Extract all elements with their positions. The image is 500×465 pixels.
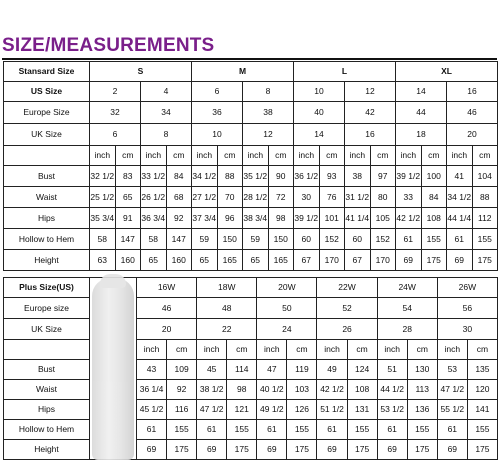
europe-size-cell: 32 xyxy=(90,102,141,124)
std-size-s: S xyxy=(90,62,192,82)
measurement-cell: 67 xyxy=(345,250,371,271)
measurement-cell: 152 xyxy=(319,229,345,250)
uk-size-label: UK Size xyxy=(4,319,90,340)
measurement-cell: 42 1/2 xyxy=(396,208,422,229)
unit-header-cell: inch xyxy=(437,340,467,360)
measurement-cell: 34 1/2 xyxy=(192,166,218,187)
measurement-cell: 114 xyxy=(227,360,257,380)
std-size-xl: XL xyxy=(396,62,498,82)
uk-size-cell: 28 xyxy=(377,319,437,340)
measurement-cell: 30 xyxy=(294,187,320,208)
measurement-cell: 160 xyxy=(115,250,141,271)
measurement-cell: 65 xyxy=(115,187,141,208)
measurement-cell: 155 xyxy=(167,420,197,440)
standard-size-table xyxy=(3,61,498,271)
measurement-label: Waist xyxy=(4,187,90,208)
page-title: SIZE/MEASUREMENTS xyxy=(2,35,215,56)
table-row xyxy=(4,187,498,208)
measurement-cell: 36 1/2 xyxy=(294,166,320,187)
measurement-cell: 155 xyxy=(421,229,447,250)
measurement-cell: 61 xyxy=(447,229,473,250)
table-row xyxy=(4,166,498,187)
measurement-cell: 31 1/2 xyxy=(345,187,371,208)
measurement-cell: 98 xyxy=(227,380,257,400)
europe-size-cell: 38 xyxy=(243,102,294,124)
dress-mannequin-image xyxy=(92,278,134,460)
std-size-l: L xyxy=(294,62,396,82)
measurement-cell: 175 xyxy=(467,440,497,460)
measurement-cell: 112 xyxy=(472,208,498,229)
measurement-label: Height xyxy=(4,440,90,460)
table-row xyxy=(4,400,498,420)
plus-size-cell: 16W xyxy=(137,278,197,298)
unit-header-cell: cm xyxy=(115,146,141,166)
measurement-cell: 35 3/4 xyxy=(90,208,116,229)
measurement-cell: 100 xyxy=(421,166,447,187)
table-row xyxy=(4,208,498,229)
measurement-label: Hollow to Hem xyxy=(4,229,90,250)
unit-header-cell: inch xyxy=(243,146,269,166)
measurement-cell: 150 xyxy=(217,229,243,250)
measurement-cell: 131 xyxy=(347,400,377,420)
measurement-cell: 33 1/2 xyxy=(141,166,167,187)
measurement-cell: 108 xyxy=(421,208,447,229)
table-row xyxy=(4,360,498,380)
measurement-cell: 88 xyxy=(472,187,498,208)
uk-size-cell: 6 xyxy=(90,124,141,146)
europe-size-cell: 40 xyxy=(294,102,345,124)
measurement-cell: 63 xyxy=(90,250,116,271)
unit-header-cell: cm xyxy=(166,146,192,166)
uk-size-label: UK Size xyxy=(4,124,90,146)
measurement-cell: 47 xyxy=(257,360,287,380)
uk-size-cell: 10 xyxy=(192,124,243,146)
unit-header-cell: inch xyxy=(257,340,287,360)
unit-header-cell: cm xyxy=(167,340,197,360)
measurement-cell: 42 1/2 xyxy=(317,380,347,400)
measurement-cell: 150 xyxy=(268,229,294,250)
measurement-cell: 175 xyxy=(347,440,377,460)
unit-header-cell: cm xyxy=(227,340,257,360)
measurement-cell: 59 xyxy=(192,229,218,250)
uk-size-cell: 18 xyxy=(396,124,447,146)
measurement-cell: 120 xyxy=(467,380,497,400)
unit-header-cell: cm xyxy=(268,146,294,166)
measurement-cell: 40 1/2 xyxy=(257,380,287,400)
us-size-cell: 14 xyxy=(396,82,447,102)
us-size-cell: 4 xyxy=(141,82,192,102)
measurement-cell: 152 xyxy=(370,229,396,250)
unit-row-blank xyxy=(4,340,90,360)
measurement-cell: 72 xyxy=(268,187,294,208)
measurement-cell: 92 xyxy=(167,380,197,400)
measurement-cell: 170 xyxy=(319,250,345,271)
unit-header-cell: inch xyxy=(377,340,407,360)
measurement-cell: 25 1/2 xyxy=(90,187,116,208)
plus-size-cell: 20W xyxy=(257,278,317,298)
unit-header-cell: cm xyxy=(370,146,396,166)
plus-size-cell: 18W xyxy=(197,278,257,298)
unit-header-cell: inch xyxy=(197,340,227,360)
measurement-cell: 60 xyxy=(345,229,371,250)
measurement-cell: 124 xyxy=(347,360,377,380)
measurement-cell: 67 xyxy=(294,250,320,271)
measurement-cell: 69 xyxy=(396,250,422,271)
unit-header-cell: cm xyxy=(287,340,317,360)
measurement-cell: 61 xyxy=(317,420,347,440)
measurement-cell: 104 xyxy=(472,166,498,187)
measurement-cell: 59 xyxy=(243,229,269,250)
measurement-cell: 65 xyxy=(192,250,218,271)
plus-size-label: Plus Size(US) xyxy=(4,278,90,298)
measurement-cell: 65 xyxy=(141,250,167,271)
unit-header-cell: cm xyxy=(472,146,498,166)
measurement-cell: 135 xyxy=(467,360,497,380)
measurement-cell: 69 xyxy=(437,440,467,460)
measurement-cell: 55 1/2 xyxy=(437,400,467,420)
measurement-cell: 92 xyxy=(166,208,192,229)
unit-header-cell: inch xyxy=(192,146,218,166)
europe-size-cell: 36 xyxy=(192,102,243,124)
europe-size-label: Europe Size xyxy=(4,102,90,124)
unit-header-cell: cm xyxy=(217,146,243,166)
measurement-cell: 43 xyxy=(137,360,167,380)
table-row xyxy=(4,440,498,460)
table-row xyxy=(4,229,498,250)
measurement-label: Hollow to Hem xyxy=(4,420,90,440)
table-row xyxy=(4,420,498,440)
measurement-cell: 26 1/2 xyxy=(141,187,167,208)
measurement-cell: 175 xyxy=(167,440,197,460)
measurement-cell: 39 1/2 xyxy=(294,208,320,229)
measurement-cell: 121 xyxy=(227,400,257,420)
unit-header-cell: inch xyxy=(447,146,473,166)
measurement-cell: 147 xyxy=(115,229,141,250)
measurement-cell: 93 xyxy=(319,166,345,187)
measurement-cell: 28 1/2 xyxy=(243,187,269,208)
measurement-cell: 88 xyxy=(217,166,243,187)
uk-size-cell: 16 xyxy=(345,124,396,146)
measurement-cell: 44 1/2 xyxy=(377,380,407,400)
measurement-cell: 41 xyxy=(447,166,473,187)
measurement-cell: 36 3/4 xyxy=(141,208,167,229)
measurement-cell: 61 xyxy=(257,420,287,440)
measurement-cell: 130 xyxy=(407,360,437,380)
measurement-cell: 61 xyxy=(137,420,167,440)
measurement-cell: 160 xyxy=(166,250,192,271)
measurement-cell: 84 xyxy=(421,187,447,208)
measurement-cell: 61 xyxy=(197,420,227,440)
measurement-cell: 96 xyxy=(217,208,243,229)
measurement-cell: 165 xyxy=(268,250,294,271)
measurement-cell: 61 xyxy=(377,420,407,440)
measurement-cell: 119 xyxy=(287,360,317,380)
measurement-label: Bust xyxy=(4,166,90,187)
measurement-cell: 141 xyxy=(467,400,497,420)
unit-header-cell: inch xyxy=(345,146,371,166)
measurement-cell: 155 xyxy=(407,420,437,440)
measurement-cell: 155 xyxy=(347,420,377,440)
measurement-cell: 80 xyxy=(370,187,396,208)
measurement-cell: 69 xyxy=(377,440,407,460)
measurement-cell: 69 xyxy=(447,250,473,271)
measurement-cell: 51 xyxy=(377,360,407,380)
us-size-label: US Size xyxy=(4,82,90,102)
measurement-cell: 175 xyxy=(227,440,257,460)
measurement-cell: 69 xyxy=(137,440,167,460)
unit-header-cell: inch xyxy=(396,146,422,166)
measurement-cell: 37 3/4 xyxy=(192,208,218,229)
measurement-cell: 49 xyxy=(317,360,347,380)
unit-header-cell: inch xyxy=(141,146,167,166)
measurement-cell: 68 xyxy=(166,187,192,208)
measurement-cell: 61 xyxy=(396,229,422,250)
measurement-cell: 136 xyxy=(407,400,437,420)
us-size-cell: 16 xyxy=(447,82,498,102)
measurement-cell: 38 1/2 xyxy=(197,380,227,400)
measurement-cell: 108 xyxy=(347,380,377,400)
measurement-cell: 45 1/2 xyxy=(137,400,167,420)
measurement-cell: 126 xyxy=(287,400,317,420)
uk-size-cell: 8 xyxy=(141,124,192,146)
measurement-cell: 103 xyxy=(287,380,317,400)
measurement-cell: 32 1/2 xyxy=(90,166,116,187)
measurement-cell: 58 xyxy=(90,229,116,250)
measurement-cell: 155 xyxy=(227,420,257,440)
measurement-cell: 34 1/2 xyxy=(447,187,473,208)
measurement-cell: 41 1/4 xyxy=(345,208,371,229)
europe-size-cell: 54 xyxy=(377,298,437,319)
europe-size-cell: 50 xyxy=(257,298,317,319)
europe-size-cell: 46 xyxy=(137,298,197,319)
measurement-cell: 35 1/2 xyxy=(243,166,269,187)
europe-size-cell: 42 xyxy=(345,102,396,124)
measurement-label: Hips xyxy=(4,208,90,229)
measurement-cell: 69 xyxy=(197,440,227,460)
measurement-cell: 155 xyxy=(472,229,498,250)
title-underline xyxy=(2,58,497,60)
measurement-cell: 49 1/2 xyxy=(257,400,287,420)
measurement-cell: 27 1/2 xyxy=(192,187,218,208)
unit-header-cell: inch xyxy=(294,146,320,166)
measurement-cell: 36 1/4 xyxy=(137,380,167,400)
measurement-cell: 101 xyxy=(319,208,345,229)
us-size-cell: 6 xyxy=(192,82,243,102)
std-size-m: M xyxy=(192,62,294,82)
measurement-cell: 69 xyxy=(317,440,347,460)
uk-size-cell: 26 xyxy=(317,319,377,340)
europe-size-label: Europe size xyxy=(4,298,90,319)
measurement-cell: 147 xyxy=(166,229,192,250)
us-size-cell: 10 xyxy=(294,82,345,102)
unit-header-cell: inch xyxy=(317,340,347,360)
measurement-cell: 155 xyxy=(287,420,317,440)
measurement-cell: 175 xyxy=(421,250,447,271)
measurement-cell: 116 xyxy=(167,400,197,420)
us-size-cell: 8 xyxy=(243,82,294,102)
measurement-cell: 44 1/4 xyxy=(447,208,473,229)
uk-size-cell: 20 xyxy=(447,124,498,146)
measurement-label: Bust xyxy=(4,360,90,380)
measurement-cell: 61 xyxy=(437,420,467,440)
europe-size-cell: 34 xyxy=(141,102,192,124)
unit-header-cell: cm xyxy=(347,340,377,360)
europe-size-cell: 44 xyxy=(396,102,447,124)
unit-row-blank xyxy=(4,146,90,166)
unit-header-cell: cm xyxy=(467,340,497,360)
uk-size-cell: 22 xyxy=(197,319,257,340)
measurement-cell: 91 xyxy=(115,208,141,229)
europe-size-cell: 56 xyxy=(437,298,497,319)
measurement-cell: 47 1/2 xyxy=(197,400,227,420)
measurement-cell: 47 1/2 xyxy=(437,380,467,400)
plus-size-cell: 26W xyxy=(437,278,497,298)
std-size-label: Stansard Size xyxy=(4,62,90,82)
measurement-label: Waist xyxy=(4,380,90,400)
uk-size-cell: 30 xyxy=(437,319,497,340)
unit-header-cell: inch xyxy=(137,340,167,360)
europe-size-cell: 48 xyxy=(197,298,257,319)
measurement-cell: 70 xyxy=(217,187,243,208)
uk-size-cell: 14 xyxy=(294,124,345,146)
measurement-cell: 175 xyxy=(407,440,437,460)
measurement-cell: 175 xyxy=(472,250,498,271)
measurement-cell: 38 xyxy=(345,166,371,187)
measurement-cell: 53 1/2 xyxy=(377,400,407,420)
unit-header-cell: cm xyxy=(319,146,345,166)
measurement-cell: 90 xyxy=(268,166,294,187)
measurement-cell: 33 xyxy=(396,187,422,208)
us-size-cell: 12 xyxy=(345,82,396,102)
measurement-cell: 165 xyxy=(217,250,243,271)
uk-size-cell: 12 xyxy=(243,124,294,146)
measurement-cell: 53 xyxy=(437,360,467,380)
table-row xyxy=(4,380,498,400)
measurement-cell: 39 1/2 xyxy=(396,166,422,187)
plus-size-table xyxy=(3,277,498,460)
measurement-label: Height xyxy=(4,250,90,271)
unit-header-cell: cm xyxy=(407,340,437,360)
measurement-cell: 45 xyxy=(197,360,227,380)
measurement-cell: 60 xyxy=(294,229,320,250)
measurement-cell: 83 xyxy=(115,166,141,187)
unit-header-cell: cm xyxy=(421,146,447,166)
measurement-cell: 84 xyxy=(166,166,192,187)
plus-size-cell: 24W xyxy=(377,278,437,298)
measurement-cell: 65 xyxy=(243,250,269,271)
measurement-cell: 170 xyxy=(370,250,396,271)
plus-size-cell: 22W xyxy=(317,278,377,298)
measurement-cell: 109 xyxy=(167,360,197,380)
us-size-cell: 2 xyxy=(90,82,141,102)
measurement-label: Hips xyxy=(4,400,90,420)
measurement-cell: 38 3/4 xyxy=(243,208,269,229)
unit-header-cell: inch xyxy=(90,146,116,166)
europe-size-cell: 52 xyxy=(317,298,377,319)
measurement-cell: 97 xyxy=(370,166,396,187)
europe-size-cell: 46 xyxy=(447,102,498,124)
measurement-cell: 76 xyxy=(319,187,345,208)
uk-size-cell: 20 xyxy=(137,319,197,340)
measurement-cell: 58 xyxy=(141,229,167,250)
measurement-cell: 69 xyxy=(257,440,287,460)
measurement-cell: 113 xyxy=(407,380,437,400)
measurement-cell: 175 xyxy=(287,440,317,460)
measurement-cell: 105 xyxy=(370,208,396,229)
table-row xyxy=(4,250,498,271)
measurement-cell: 51 1/2 xyxy=(317,400,347,420)
measurement-cell: 98 xyxy=(268,208,294,229)
uk-size-cell: 24 xyxy=(257,319,317,340)
measurement-cell: 155 xyxy=(467,420,497,440)
